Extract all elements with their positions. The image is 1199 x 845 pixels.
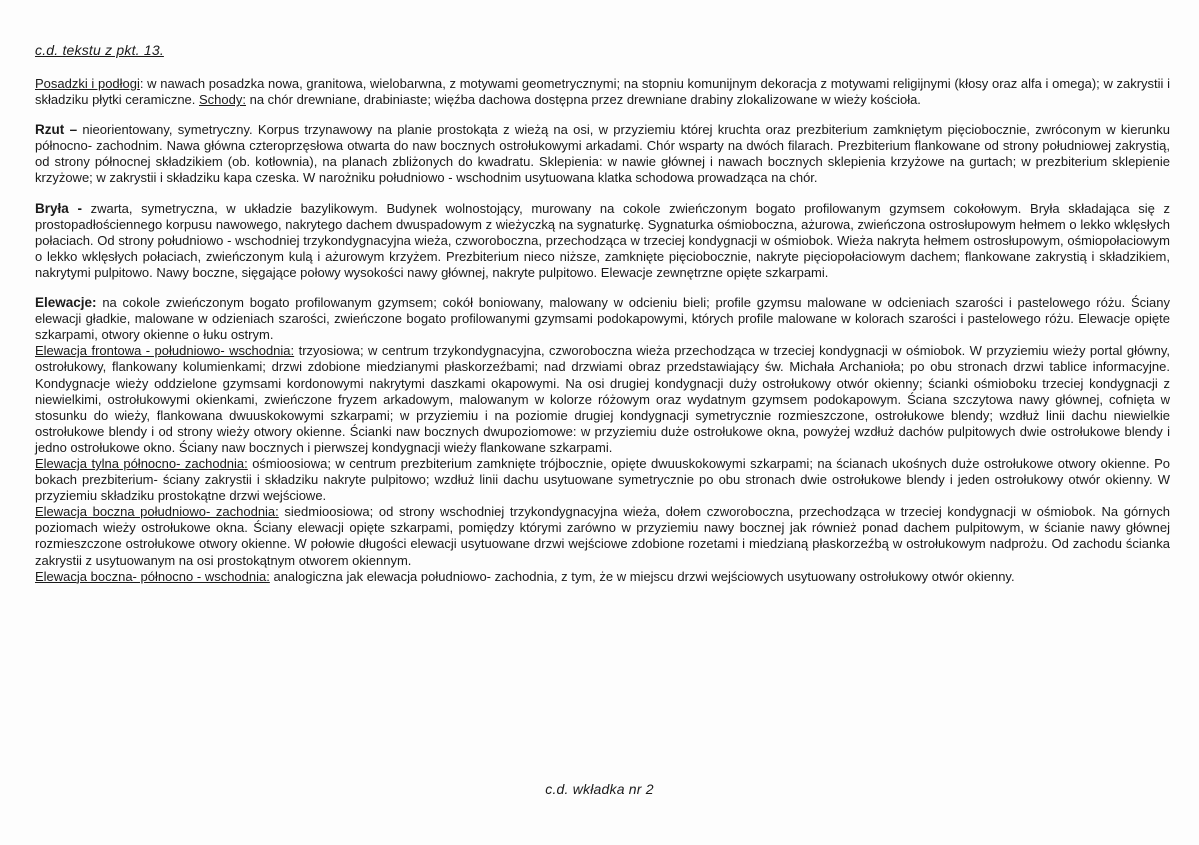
boczna-pn-label: Elewacja boczna- północno - wschodnia: [35, 568, 270, 584]
schody-label: Schody: [199, 92, 246, 108]
boczna-pd-label: Elewacja boczna południowo- zachodnia: [35, 504, 279, 520]
paragraph-elewacja-frontowa [35, 343, 1170, 456]
continuation-footer: c.d. wkładka nr 2 [545, 781, 654, 797]
paragraph-elewacja-boczna-pd [35, 504, 1170, 568]
tylna-text: ośmioosiowa; w centrum prezbiterium zamknięte trójbocznie, opięte dwuuskokowymi szkarpami; na ścianach ukośnych duże ostrołukowe otwory okienne. Po bokach prezbiterium- ściany zakrystii i składziku nakryte pulpitowo; wzdłuż linii dachu usytuowane symetrycznie po obu stronach dwie ostrołukowe blendy i jeden ostrołukowy otwór okienny. W przyziemiu składziku prostokątne drzwi wejściowe. [35, 455, 1170, 504]
boczna-pd-text: siedmioosiowa; od strony wschodniej trzykondygnacyjna wieża, dołem czworoboczna, przechodząca w trzeciej kondygnacji w ośmiobok. Na górnych poziomach wieży ostrołukowe okna. Ściany elewacji opięte szkarpami, pomiędzy którymi zarówno w przyziemiu nawy bocznej jak również ponad dachem pulpitowym, w ścianie nawy głównej rozmieszczone ostrołukowe otwory okienne. W połowie długości elewacji usytuowane drzwi wejściowe zdobione rozetami i miedzianą płaskorzeźbą w ostrołukowym nadprożu. Od zachodu ścianka zakrystii z usytuowanym na osi prostokątnym otworem okiennym. [35, 504, 1170, 568]
elewacje-text: na cokole zwieńczonym bogato profilowanym gzymsem; cokół boniowany, malowany w odcieniu bieli; profile gzymsu malowane w odcieniach szarości i pastelowego różu. Ściany elewacji gładkie, malowane w odzieniach szarości, zwieńczone bogato profilowanymi gzymsami podokapowymi, których profile malowane w kolorach szarości i pastelowego różu. Elewacje opięte szkarpami, otwory okienne o łuku ostrym. [35, 295, 1170, 343]
rzut-text: nieorientowany, symetryczny. Korpus trzynawowy na planie prostokąta z wieżą na osi, w przyziemiu której kruchta oraz prezbiterium zamkniętym pięciobocznie, zwróconym w kierunku północno- zachodnim. Nawa główna czteroprzęsłowa otwarta do naw bocznych ostrołukowymi arkadami. Chór wsparty na dwóch filarach. Prezbiterium flankowane od strony południowej zakrystią, od strony północnej składzikiem (ob. kotłownia), na planach zbliżonych do kwadratu. Sklepienia: w nawie głównej i nawach bocznych sklepienia krzyżowe na gurtach; w prezbiterium sklepienie krzyżowe; w zakrystii i składziku kapa czeska. W narożniku południowo - wschodnim usytuowana klatka schodowa prowadząca na chór. [35, 122, 1170, 186]
paragraph-elewacja-tylna [35, 456, 1170, 504]
paragraph-elewacje [35, 295, 1170, 343]
frontowa-label: Elewacja frontowa - południowo- wschodnia: [35, 343, 295, 359]
schody-text: na chór drewniane, drabiniaste; więźba dachowa dostępna przez drewniane drabiny zlokalizowane w wieży kościoła. [245, 92, 921, 108]
tylna-label: Elewacja tylna północno- zachodnia: [35, 455, 248, 471]
continuation-header: c.d. tekstu z pkt. 13. [35, 42, 164, 58]
paragraph-posadzki [35, 76, 1170, 108]
paragraph-gap [35, 108, 1170, 122]
paragraph-gap [35, 281, 1170, 295]
paragraph-gap [35, 187, 1170, 201]
document-body [35, 76, 1170, 585]
posadzki-text: : w nawach posadzka nowa, granitowa, wielobarwna, z motywami geometrycznymi; na stopniu komunijnym dekoracja z motywami religijnymi (kłosy oraz alfa i omega); w zakrystii i składziku płytki ceramiczne. [35, 76, 1170, 108]
rzut-label: Rzut – [35, 122, 78, 138]
bryla-label: Bryła - [35, 200, 83, 216]
elewacje-label: Elewacje: [35, 295, 97, 311]
paragraph-elewacja-boczna-pn [35, 569, 1170, 585]
frontowa-text: trzyosiowa; w centrum trzykondygnacyjna, czworoboczna wieża przechodząca w trzeciej kondygnacji w ośmiobok. W przyziemiu wieży portal główny, ostrołukowy, flankowany kolumienkami; drzwi zdobione miedzianymi płaskorzeźbami; nad drzwiami obraz przedstawiający św. Michała Archanioła; po obu stronach drzwi tablice informacyjne. Kondygnacje wieży oddzielone gzymsami kordonowymi nakrytymi daszkami okapowymi. Na osi drugiej kondygnacji duży ostrołukowy otwór okienny; ścianki ośmioboku trzeciej kondygnacji z niewielkimi, ostrołukowymi okienkami, zwieńczone fryzem arkadowym, malowanym w kolorze różowym oraz wydatnym gzymsem podokapowym. Ściana szczytowa nawy głównej, cofnięta w stosunku do wieży, flankowana dwuuskokowymi szkarpami; w przyziemiu i na poziomie drugiej kondygnacji symetrycznie rozmieszczone, ostrołukowe blendy; wzdłuż linii dachu niewielkie ostrołukowe blendy i od strony wieży otwory okienne. Ścianki naw bocznych dwupoziomowe: w przyziemiu duże ostrołukowe okna, powyżej wzdłuż dachów pulpitowych dwie ostrołukowe blendy i jedno ostrołukowe okno. Ściany naw bocznych i pierwszej kondygnacji wieży flankowane szkarpami. [35, 343, 1170, 455]
boczna-pn-text: analogiczna jak elewacja południowo- zachodnia, z tym, że w miejscu drzwi wejściowych usytuowany ostrołukowy otwór okienny. [269, 568, 1015, 584]
posadzki-label: Posadzki i podłogi [35, 76, 140, 91]
bryla-text: zwarta, symetryczna, w układzie bazylikowym. Budynek wolnostojący, murowany na cokole zwieńczonym bogato profilowanym gzymsem cokołowym. Bryła składająca się z prostopadłościennego korpusu nawowego, nakrytego dachem dwuspadowym z wieżyczką na sygnaturkę. Sygnaturka ośmioboczna, ażurowa, zwieńczona ostrosłupowym hełmem o lekko wklęsłych połaciach. Od strony południowo - wschodniej trzykondygnacyjna wieża, czworoboczna, przechodząca w trzeciej kondygnacji w ośmiobok. Wieża nakryta hełmem ostrosłupowym, ośmiopołaciowym o lekko wklęsłych połaciach, zwieńczonym kulą i ażurowym krzyżem. Prezbiterium nieco niższe, zamknięte pięciobocznie, nakryte pięciopołaciowym dachem; flankowane zakrystią i składzikiem, nakrytymi pulpitowo. Nawy boczne, sięgające połowy wysokości nawy głównej, nakryte pulpitowo. Elewacje zewnętrzne opięte szkarpami. [35, 200, 1170, 280]
paragraph-rzut [35, 122, 1170, 186]
paragraph-bryla [35, 201, 1170, 281]
